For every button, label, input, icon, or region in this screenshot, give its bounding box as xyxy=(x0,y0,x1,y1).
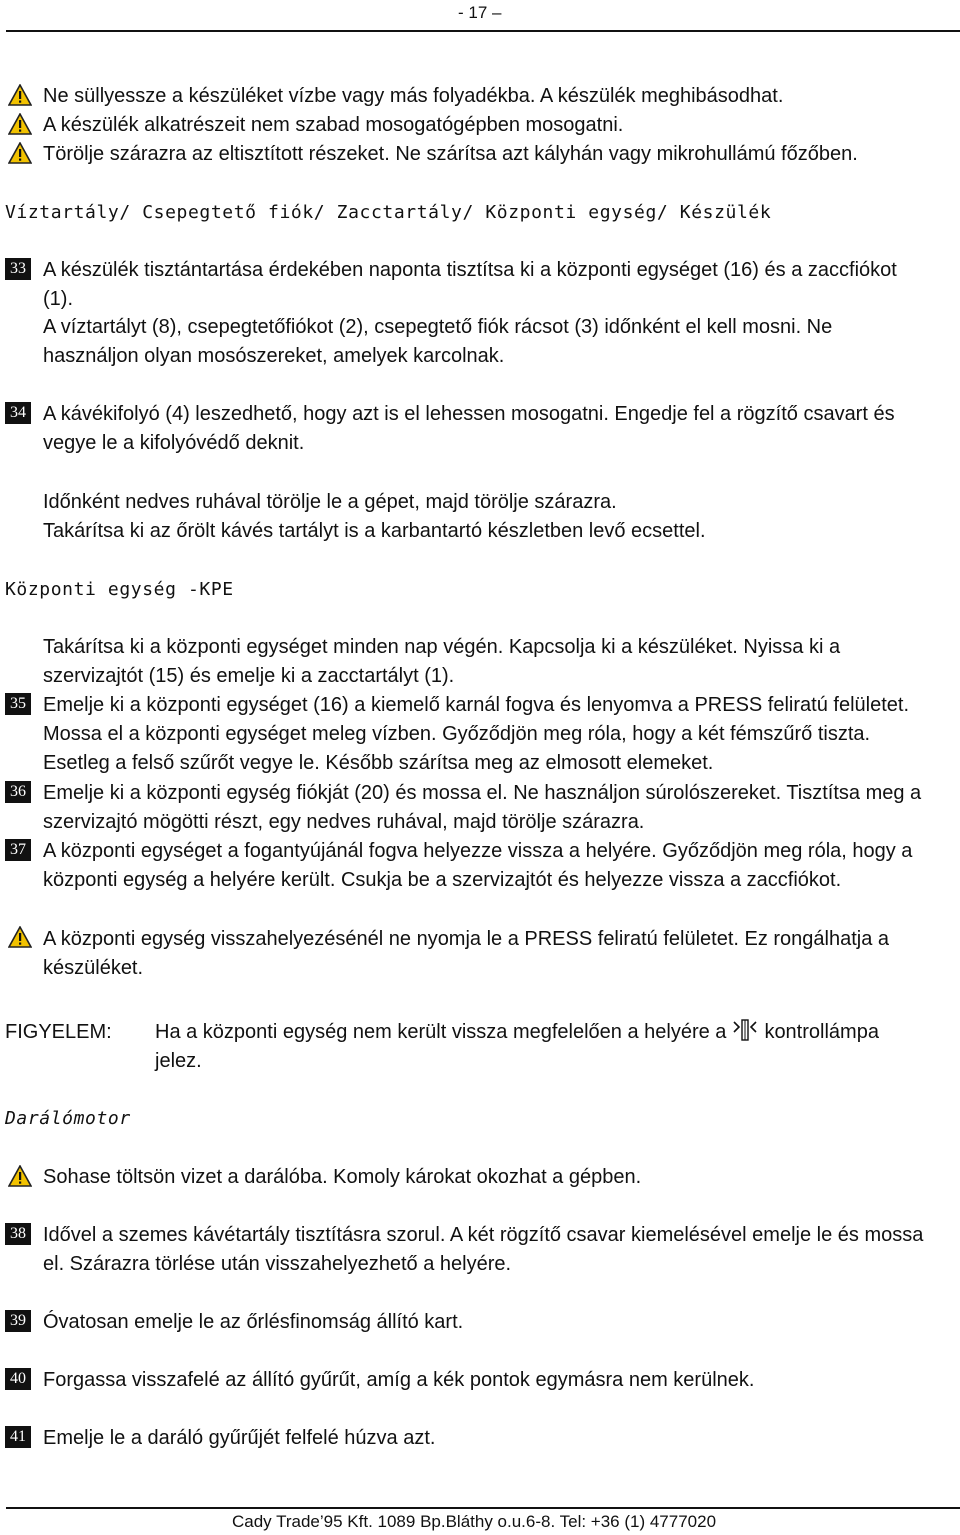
warning-triangle-icon xyxy=(8,1165,32,1187)
step-text: A kávékifolyó (4) leszedhető, hogy azt is el lehessen mosogatni. Engedje fel a rögzítő csavart és xyxy=(43,403,895,425)
attention-text-before: Ha a központi egység nem került vissza megfelelően a helyére a xyxy=(155,1021,727,1043)
step-text: (1). xyxy=(43,288,73,310)
section-heading: Víztartály/ Csepegtető fiók/ Zacctartály/ Központi egység/ Készülék xyxy=(5,202,772,223)
attention-text: jelez. xyxy=(155,1050,202,1072)
warning-triangle-icon xyxy=(8,926,32,948)
header-rule xyxy=(6,30,960,32)
warning-text: Törölje szárazra az eltisztított részeket. Ne szárítsa azt kályhán vagy mikrohullámú főzőben. xyxy=(43,143,858,165)
step-badge: 39 xyxy=(5,1310,31,1332)
step-badge: 37 xyxy=(5,839,31,861)
footer-rule xyxy=(6,1507,960,1509)
step-badge: 36 xyxy=(5,781,31,803)
step-text: szervizajtó mögötti részt, egy nedves ruhával, majd törölje szárazra. xyxy=(43,811,645,833)
warning-triangle-icon xyxy=(8,113,32,135)
body-text: Takárítsa ki a központi egységet minden nap végén. Kapcsolja ki a készüléket. Nyissa ki a xyxy=(43,636,841,658)
step-badge: 40 xyxy=(5,1368,31,1390)
step-text: el. Szárazra törlése után visszahelyezhető a helyére. xyxy=(43,1253,512,1275)
step-text: Mossa el a központi egységet meleg vízben. Győződjön meg róla, hogy a két fémszűrő tiszta. xyxy=(43,723,871,745)
step-badge: 38 xyxy=(5,1223,31,1245)
warning-triangle-icon xyxy=(8,142,32,164)
attention-text-after: kontrollámpa xyxy=(764,1021,879,1043)
warning-text: készüléket. xyxy=(43,957,144,979)
step-text: A készülék tisztántartása érdekében naponta tisztítsa ki a központi egységet (16) és a zaccfiókot xyxy=(43,259,897,281)
footer-text: Cady Trade’95 Kft. 1089 Bp.Bláthy o.u.6-8. Tel: +36 (1) 4777020 xyxy=(232,1512,717,1531)
step-text: Emelje ki a központi egységet (16) a kiemelő karnál fogva és lenyomva a PRESS feliratú felületet. xyxy=(43,694,909,716)
central-unit-lamp-icon xyxy=(732,1018,758,1042)
warning-text: A központi egység visszahelyezésénél ne nyomja le a PRESS feliratú felületet. Ez rongálhatja a xyxy=(43,928,890,950)
step-text: Óvatosan emelje le az őrlésfinomság állító kart. xyxy=(43,1311,464,1333)
step-text: Forgassa visszafelé az állító gyűrűt, amíg a kék pontok egymásra nem kerülnek. xyxy=(43,1369,755,1391)
attention-text xyxy=(155,1018,879,1047)
warning-text: A készülék alkatrészeit nem szabad mosogatógépben mosogatni. xyxy=(43,114,624,136)
step-text: vegye le a kifolyóvédő deknit. xyxy=(43,432,305,454)
attention-label: FIGYELEM: xyxy=(5,1021,112,1043)
body-text: Takárítsa ki az őrölt kávés tartályt is a karbantartó készletben levő ecsettel. xyxy=(43,520,706,542)
step-text: Idővel a szemes kávétartály tisztításra szorul. A két rögzítő csavar kiemelésével emelje le és mossa xyxy=(43,1224,924,1246)
step-text: Emelje ki a központi egység fiókját (20) és mossa el. Ne használjon súrolószereket. Tisztítsa meg a xyxy=(43,782,922,804)
step-badge: 35 xyxy=(5,693,31,715)
step-badge: 34 xyxy=(5,402,31,424)
section-heading: Központi egység -KPE xyxy=(5,579,234,600)
step-badge: 41 xyxy=(5,1426,31,1448)
step-text: Esetleg a felső szűrőt vegye le. Később szárítsa meg az elmosott elemeket. xyxy=(43,752,714,774)
section-heading: Darálómotor xyxy=(5,1108,131,1129)
body-text: Időnként nedves ruhával törölje le a gépet, majd törölje szárazra. xyxy=(43,491,617,513)
step-text: használjon olyan mosószereket, amelyek karcolnak. xyxy=(43,345,505,367)
step-text: központi egység a helyére került. Csukja be a szervizajtót és helyezze vissza a zaccfiókot. xyxy=(43,869,842,891)
step-badge: 33 xyxy=(5,258,31,280)
warning-text: Sohase töltsön vizet a darálóba. Komoly károkat okozhat a gépben. xyxy=(43,1166,642,1188)
warning-triangle-icon xyxy=(8,84,32,106)
page-number: - 17 – xyxy=(458,3,502,22)
warning-text: Ne süllyessze a készüléket vízbe vagy más folyadékba. A készülék meghibásodhat. xyxy=(43,85,784,107)
body-text: szervizajtót (15) és emelje ki a zacctartályt (1). xyxy=(43,665,455,687)
step-text: Emelje le a daráló gyűrűjét felfelé húzva azt. xyxy=(43,1427,436,1449)
step-text: A víztartályt (8), csepegtetőfiókot (2), csepegtető fiók rácsot (3) időnként el kell mosni. Ne xyxy=(43,316,833,338)
step-text: A központi egységet a fogantyújánál fogva helyezze vissza a helyére. Győződjön meg róla, hogy a xyxy=(43,840,913,862)
